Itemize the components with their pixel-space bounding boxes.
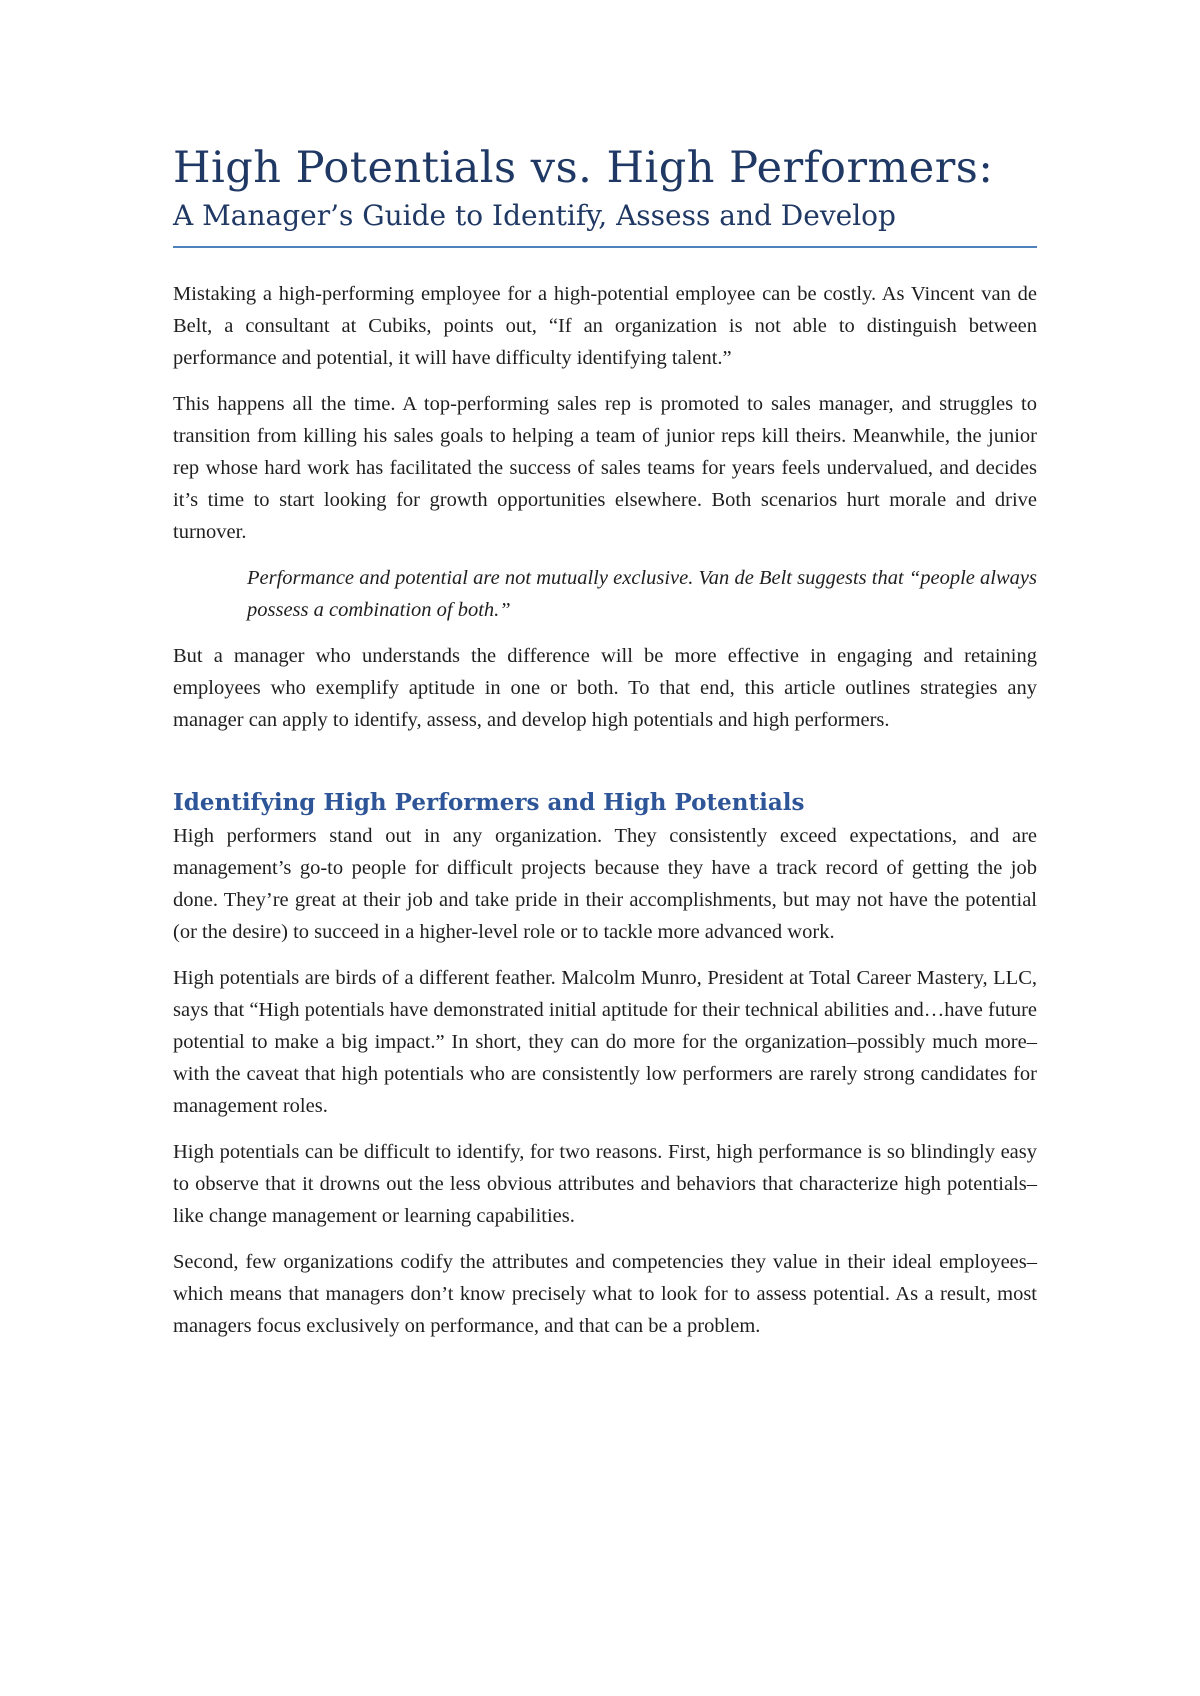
section-paragraph-1: High performers stand out in any organization. They consistently exceed expectations, and are management’s go-to people for difficult projects because they have a track record of getting the job done. They’re great at their job and take pride in their accomplishments, but may not have the potential (or the desire) to succeed in a higher-level role or to tackle more advanced work. — [173, 825, 1037, 943]
pull-quote: Performance and potential are not mutually exclusive. Van de Belt suggests that “people always possess a combination of both.” — [247, 567, 1037, 621]
document-subtitle: A Manager’s Guide to Identify, Assess and Develop — [173, 199, 896, 232]
section-paragraph-4: Second, few organizations codify the attributes and competencies they value in their ideal employees–which means that managers don’t know precisely what to look for to assess potential. As a result, most managers focus exclusively on performance, and that can be a problem. — [173, 1251, 1037, 1337]
intro-paragraph-3: But a manager who understands the difference will be more effective in engaging and retaining employees who exemplify aptitude in one or both. To that end, this article outlines strategies any manager can apply to identify, assess, and develop high potentials and high performers. — [173, 645, 1037, 731]
intro-paragraph-2: This happens all the time. A top-performing sales rep is promoted to sales manager, and struggles to transition from killing his sales goals to helping a team of junior reps kill theirs. Meanwhile, the junior rep whose hard work has facilitated the success of sales teams for years feels undervalued, and decides it’s time to start looking for growth opportunities elsewhere. Both scenarios hurt morale and drive turnover. — [173, 393, 1037, 543]
section-paragraph-3: High potentials can be difficult to identify, for two reasons. First, high performance is so blindingly easy to observe that it drowns out the less obvious attributes and behaviors that characterize high potentials–like change management or learning capabilities. — [173, 1141, 1037, 1227]
title-divider — [173, 246, 1037, 248]
section-heading: Identifying High Performers and High Potentials — [173, 789, 805, 816]
section-paragraph-2: High potentials are birds of a different feather. Malcolm Munro, President at Total Career Mastery, LLC, says that “High potentials have demonstrated initial aptitude for their technical abilities and…have future potential to make a big impact.” In short, they can do more for the organization–possibly much more–with the caveat that high potentials who are consistently low performers are rarely strong candidates for management roles. — [173, 967, 1037, 1117]
document-page — [173, 140, 1037, 1356]
document-title: High Potentials vs. High Performers: — [173, 143, 994, 193]
intro-paragraph-1: Mistaking a high-performing employee for a high-potential employee can be costly. As Vincent van de Belt, a consultant at Cubiks, points out, “If an organization is not able to distinguish between performance and potential, it will have difficulty identifying talent.” — [173, 283, 1037, 369]
